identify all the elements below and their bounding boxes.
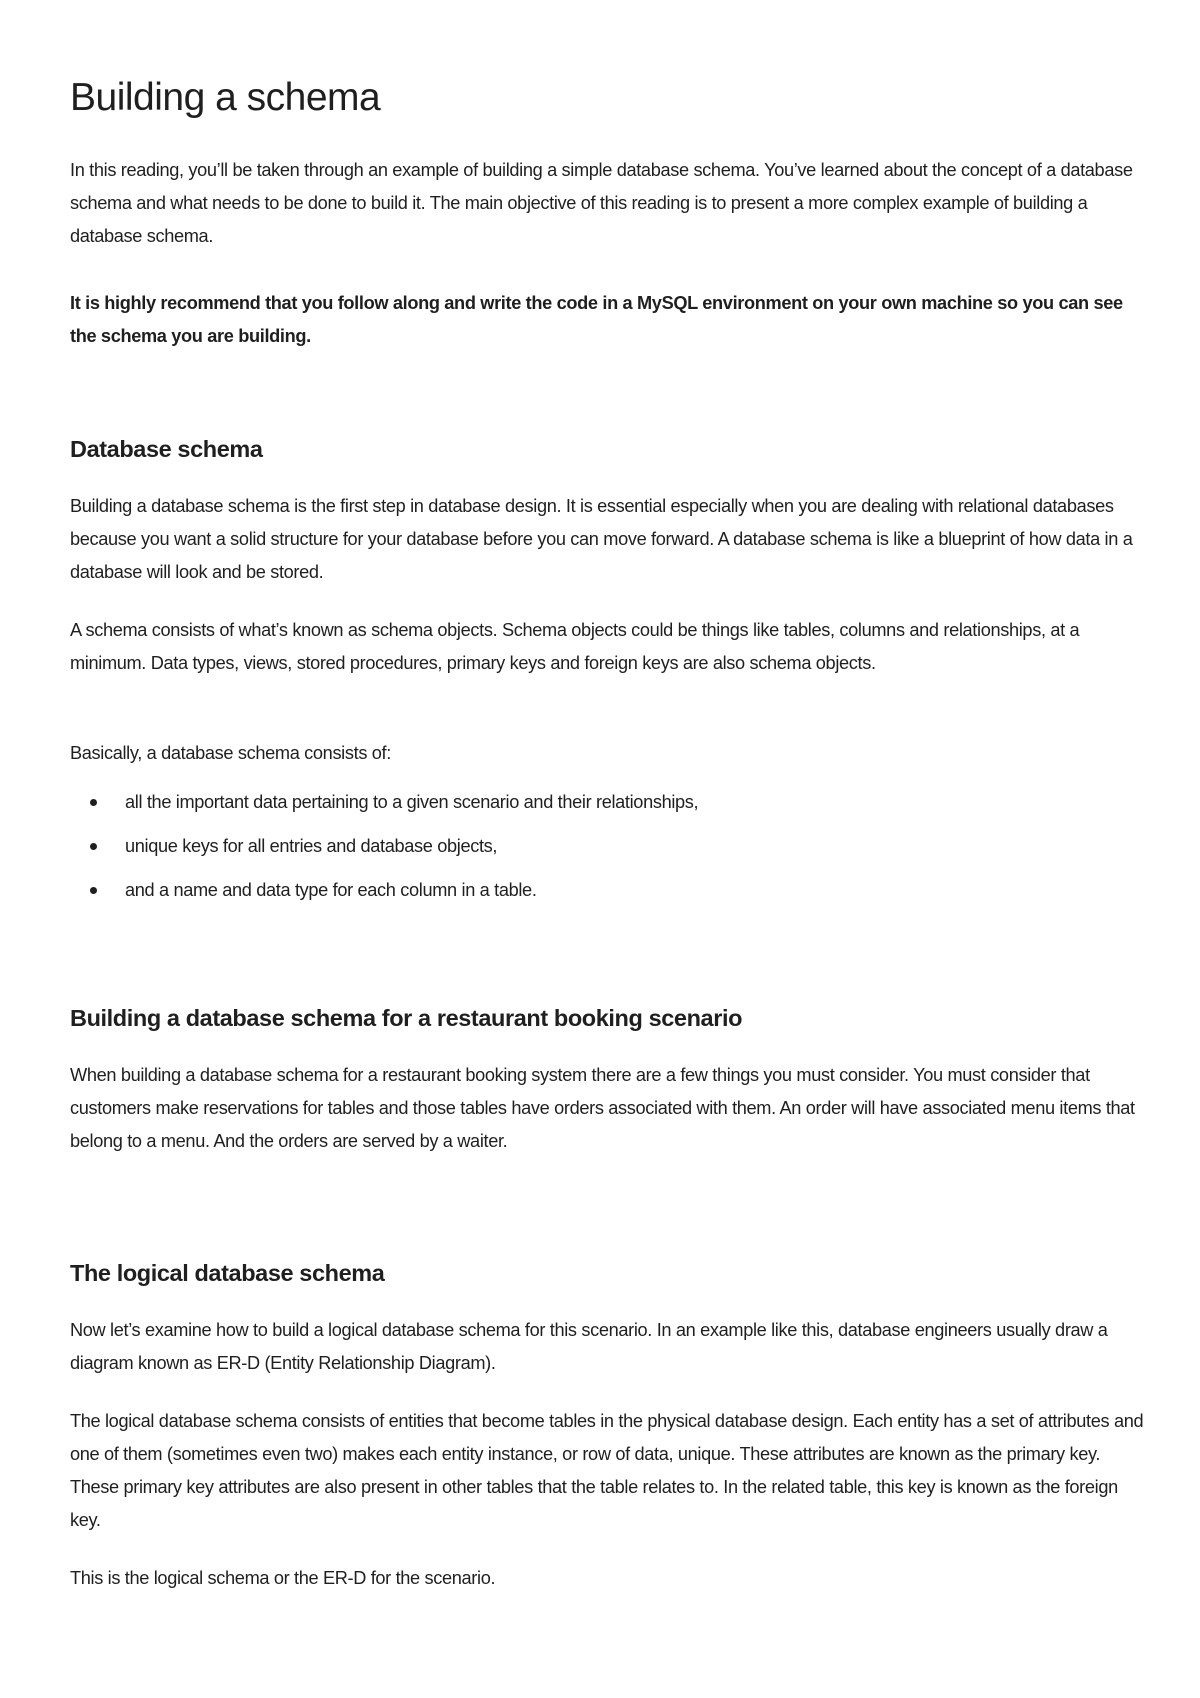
list-item-text: all the important data pertaining to a given scenario and their relationships,: [125, 792, 699, 812]
logical-paragraph-2: The logical database schema consists of entities that become tables in the physical database design. Each entity has a set of attributes and one of them (sometimes even two) makes each entity instance, or row of data, unique. These attributes are known as the primary key. These primary key attributes are also present in other tables that the table relates to. In the related table, this key is known as the foreign key.: [70, 1411, 1144, 1530]
restaurant-paragraph: When building a database schema for a restaurant booking system there are a few things you must consider. You must consider that customers make reservations for tables and those tables have orders associated with them. An order will have associated menu items that belong to a menu. And the orders are served by a waiter.: [70, 1065, 1135, 1151]
heading-logical-schema: The logical database schema: [70, 1260, 385, 1286]
list-item: [70, 830, 1145, 863]
intro-paragraph: In this reading, you’ll be taken through an example of building a simple database schema. You’ve learned about the concept of a database schema and what needs to be done to build it. The main objective of this reading is to present a more complex example of building a database schema.: [70, 160, 1133, 246]
schema-paragraph-2: A schema consists of what’s known as schema objects. Schema objects could be things like tables, columns and relationships, at a minimum. Data types, views, stored procedures, primary keys and foreign keys are also schema objects.: [70, 620, 1080, 673]
page-title: Building a schema: [70, 76, 381, 119]
schema-bullet-list: [70, 786, 1145, 918]
schema-paragraph-1: Building a database schema is the first step in database design. It is essential especially when you are dealing with relational databases because you want a solid structure for your database before you can move forward. A database schema is like a blueprint of how data in a database will look and be stored.: [70, 496, 1133, 582]
bullet-icon: [90, 887, 97, 894]
intro-recommendation: It is highly recommend that you follow along and write the code in a MySQL environment on your own machine so you can see the schema you are building.: [70, 293, 1123, 346]
list-item-text: unique keys for all entries and database objects,: [125, 836, 498, 856]
list-item: [70, 874, 1145, 907]
list-item-text: and a name and data type for each column in a table.: [125, 880, 537, 900]
logical-paragraph-3: This is the logical schema or the ER-D for the scenario.: [70, 1568, 496, 1588]
list-item: [70, 786, 1145, 819]
schema-paragraph-3: Basically, a database schema consists of:: [70, 743, 391, 763]
bullet-icon: [90, 843, 97, 850]
bullet-icon: [90, 799, 97, 806]
heading-database-schema: Database schema: [70, 436, 263, 462]
heading-restaurant-scenario: Building a database schema for a restaurant booking scenario: [70, 1005, 743, 1031]
logical-paragraph-1: Now let’s examine how to build a logical database schema for this scenario. In an example like this, database engineers usually draw a diagram known as ER-D (Entity Relationship Diagram).: [70, 1320, 1108, 1373]
